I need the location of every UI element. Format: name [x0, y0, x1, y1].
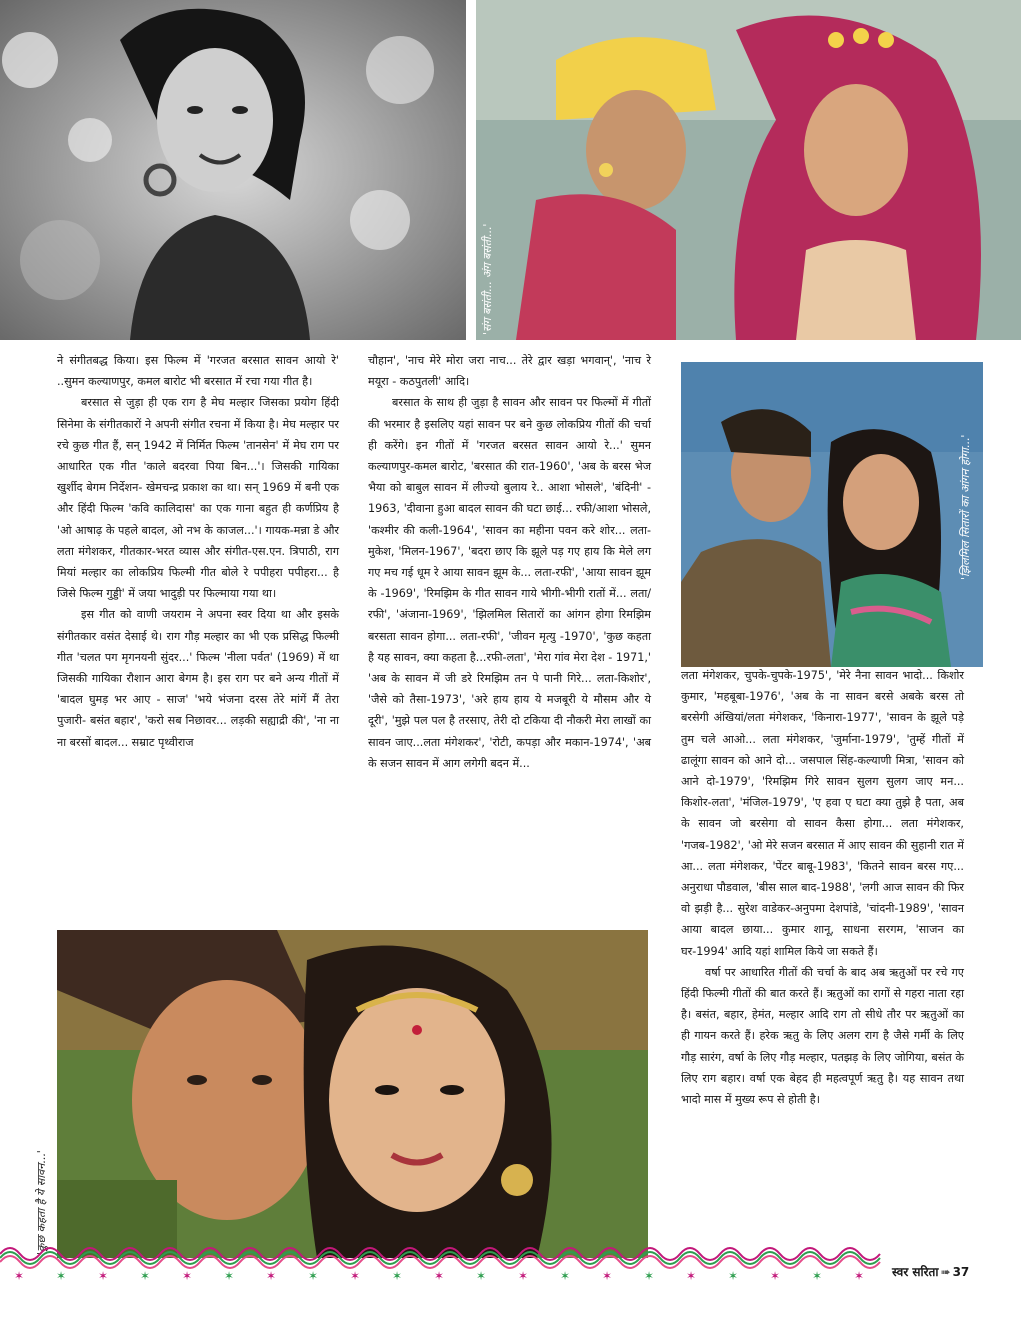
- star-ornament: ✶: [98, 1269, 109, 1283]
- star-ornament: ✶: [266, 1269, 277, 1283]
- paragraph: लता मंगेशकर, चुपके-चुपके-1975', 'मेरे नैना सावन भादो... किशोर कुमार, 'महबूबा-1976', 'अब के ना सावन बरसे अबके बरस तो बरसेगी अंखियां/लता मंगेशकर, 'किनारा-1977', 'सावन के झूले पड़े तुम चले आओ... लता मंगेशकर, 'जुर्माना-1979', 'तुम्हें गीतों में ढालूंगा सावन को आने दो... जसपाल सिंह-कल्याणी मित्रा, 'सावन को आने दो-1979', 'रिमझिम गिरे सावन सुलग सुलग जाए मन... किशोर-लता', 'मंजिल-1979', 'ए हवा ए घटा क्या तुझे है पता, अब के सावन जो बरसेगा वो सावन कैसा होगा... लता मंगेशकर, 'गजब-1982', 'ओ मेरे सजन बरसात में आए सावन की सुहानी रात में आ... लता मंगेशकर, 'पेंटर बाबू-1983', 'कितने सावन बरस गए... अनुराधा पौडवाल, 'बीस साल बाद-1988', 'लगी आज सावन की फिर वो झड़ी है... सुरेश वाडेकर-अनुपमा देशपांडे, 'चांदनी-1989', 'सावन आया बादल छाया... कुमार शानू, साधना सरगम, 'साजन का घर-1994' आदि यहां शामिल किये जा सकते हैं।: [681, 669, 964, 958]
- star-ornament: ✶: [518, 1269, 529, 1283]
- star-ornament: ✶: [644, 1269, 655, 1283]
- text-column-left: [57, 350, 339, 753]
- star-ornament: ✶: [224, 1269, 235, 1283]
- caption-middle-right: 'झिलमिल सितारों का आंगन होगा...': [959, 434, 972, 580]
- paragraph: वर्षा पर आधारित गीतों की चर्चा के बाद अब ऋतुओं पर रचे गए हिंदी फिल्मी गीतों की बात करते हैं। ऋतुओं का रागों से गहरा नाता रहा है। बसंत, बहार, हेमंत, मल्हार आदि राग तो सीधे तौर पर ऋतुओं का ही गायन करते हैं। हरेक ऋतु के लिए अलग राग है जैसे गर्मी के लिए गौड़ सारंग, वर्षा के लिए गौड़ मल्हार, पतझड़ के लिए जोगिया, बसंत के लिए राग बहार। वर्षा एक बेहद ही महत्वपूर्ण ऋतु है। यह सावन तथा भादो मास में मुख्य रूप से होती है।: [681, 965, 964, 1107]
- star-ornament: ✶: [350, 1269, 361, 1283]
- star-ornament: ✶: [476, 1269, 487, 1283]
- star-ornament: ✶: [770, 1269, 781, 1283]
- photo-top-right: [476, 0, 1021, 340]
- text-column-right: [681, 665, 964, 1110]
- star-ornament: ✶: [812, 1269, 823, 1283]
- star-ornament: ✶: [602, 1269, 613, 1283]
- decorative-border: [0, 1240, 1021, 1323]
- star-ornament: ✶: [728, 1269, 739, 1283]
- text-column-middle: [368, 350, 651, 774]
- magazine-name: स्वर सरिता: [892, 1265, 939, 1279]
- paragraph: बरसात से जुड़ा ही एक राग है मेघ मल्हार जिसका प्रयोग हिंदी सिनेमा के संगीतकारों ने अपनी संगीत रचना में किया है। मेघ मल्हार पर रचे कुछ गीत हैं, सन् 1942 में निर्मित फिल्म 'तानसेन' में मेघ राग पर आधारित एक गीत 'काले बदरवा पिया बिन...'। जिसकी गायिका खुर्शीद बेगम निर्देशन- खेमचन्द्र प्रकाश का था। सन् 1969 में बनी एक और हिंदी फिल्म 'कवि कालिदास' का एक गाना बहुत ही कर्णप्रिय है 'ओ आषाढ़ के पहले बादल, ओ नभ के काजल...'। गायक-मन्ना डे और लता मंगेशकर, गीतकार-भरत व्यास और संगीत-एस.एन. त्रिपाठी, राग मियां मल्हार का लोकप्रिय फिल्मी गीत बोले रे पपीहरा पपीहरा... है जिसे फिल्म गुड्डी' में जया भादुड़ी पर फिल्माया गया था।: [57, 396, 339, 601]
- magazine-footer: [892, 1263, 969, 1280]
- paragraph: चौहान', 'नाच मेरे मोरा जरा नाच... तेरे द्वार खड़ा भगवान्', 'नाच रे मयूरा - कठपुतली' आदि।: [368, 354, 651, 389]
- star-ornament: ✶: [140, 1269, 151, 1283]
- page-number: 37: [952, 1265, 970, 1279]
- star-ornament: ✶: [560, 1269, 571, 1283]
- star-ornament: ✶: [434, 1269, 445, 1283]
- star-ornament: ✶: [854, 1269, 865, 1283]
- star-ornament: ✶: [392, 1269, 403, 1283]
- caption-top-right: 'संग बसंती... अंग बसंती...': [481, 223, 494, 335]
- star-ornament: ✶: [686, 1269, 697, 1283]
- arrow-icon: ➠: [940, 1265, 951, 1279]
- photo-top-left: [0, 0, 466, 340]
- paragraph: इस गीत को वाणी जयराम ने अपना स्वर दिया था और इसके संगीतकार वसंत देसाई थे। राग गौड़ मल्हार का भी एक प्रसिद्ध फिल्मी गीत 'चलत पग मृगनयनी सुंदर...' फिल्म 'नीला पर्वत' (1969) में था जिसकी गायिका रौशान आरा बेगम है। इस राग पर बने अन्य गीतों में 'बादल घुमड़ भर आए - साज' 'भये भंजना दरस तेरे मांगें मैं तेरा पुजारी- बसंत बहार', 'करो सब निछावर... लड़की सह्याद्री की', 'ना ना ना बरसों बादल... सम्राट पृथ्वीराज: [57, 608, 339, 749]
- star-ornament: ✶: [308, 1269, 319, 1283]
- paragraph: ने संगीतबद्ध किया। इस फिल्म में 'गरजत बरसात सावन आयो रे' ..सुमन कल्याणपुर, कमल बारोट भी बरसात में रचा गया गीत है।: [57, 354, 339, 389]
- star-ornament: ✶: [56, 1269, 67, 1283]
- star-ornament: ✶: [182, 1269, 193, 1283]
- photo-middle-right: [681, 362, 983, 667]
- star-ornament: ✶: [14, 1269, 25, 1283]
- caption-bottom-left: 'कुछ कहता है ये सावन...': [35, 1150, 48, 1255]
- photo-bottom-left: [57, 930, 648, 1258]
- paragraph: बरसात के साथ ही जुड़ा है सावन और सावन पर फिल्मों में गीतों की भरमार है इसलिए यहां सावन पर बने कुछ लोकप्रिय गीतों की चर्चा ही करेंगे। इन गीतों में 'गरजत बरसत सावन आयो रे...' सुमन कल्याणपुर-कमल बारोट, 'बरसात की रात-1960', 'अब के बरस भेज भैया को बाबुल सावन में लीज्यो बुलाय रे.. आशा भोसले', 'बंदिनी' - 1963, 'दीवाना हुआ बादल सावन की घटा छाई... रफी/आशा भोसले, 'कश्मीर की कली-1964', 'सावन का महीना पवन करे शोर... लता-मुकेश, 'मिलन-1967', 'बदरा छाए कि झूले पड़ गए हाय कि मेले लग गए मच गई धूम रे आया सावन झूम के... लता-रफी', 'आया सावन झूम के -1969', 'रिमझिम के गीत सावन गाये भीगी-भीगी रातों में... लता/रफी', 'अंजाना-1969', 'झिलमिल सितारों का आंगन होगा रिमझिम बरसता सावन होगा... लता-रफी', 'जीवन मृत्यु -1970', 'कुछ कहता है यह सावन, क्या कहता है...रफी-लता', 'मेरा गांव मेरा देश - 1971,' 'अब के सावन में जी डरे रिमझिम तन पे पानी गिरे... लता-किशोर', 'जैसे को तैसा-1973', 'अरे हाय हाय ये मजबूरी ये मौसम और ये दूरी', 'मुझे पल पल है तरसाए, तेरी दो टकिया दी नौकरी मेरा लाखों का सावन जाए...लता मंगेशकर', 'रोटी, कपड़ा और मकान-1974', 'अब के सजन सावन में आग लगेगी बदन में...: [368, 396, 651, 770]
